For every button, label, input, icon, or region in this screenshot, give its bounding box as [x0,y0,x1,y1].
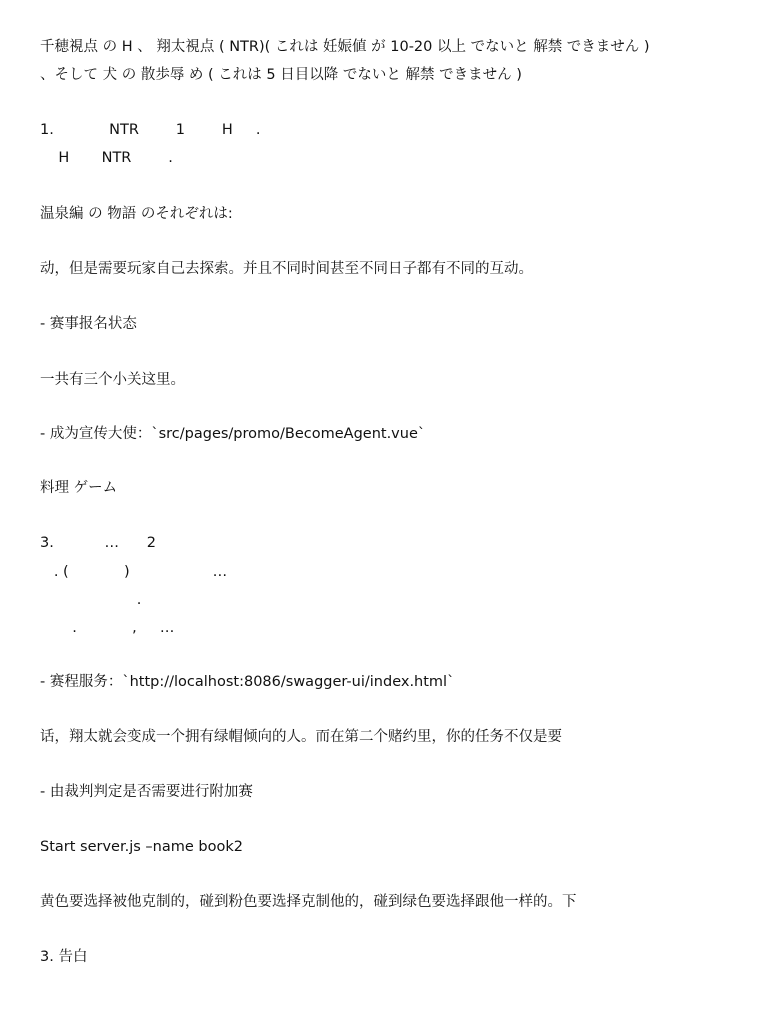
text-line: 、そして 犬 の 散歩辱 め ( これは 5 日目以降 でないと 解禁 できません ) [40,67,522,83]
text-line: - 由裁判判定是否需要进行附加赛 [40,784,253,800]
text-line: - 赛程服务：`http://localhost:8086/swagger-ui/index.html` [40,674,455,690]
text-line: 温泉編 の 物語 のそれぞれは: [40,206,233,222]
text-line: Start server.js –name book2 [40,839,243,855]
text-line: . ( ) … [40,564,228,580]
text-line: 3. … 2 [40,535,156,551]
text-line: 1. NTR 1 H . [40,122,261,138]
text-line: 千穂視点 の H 、 翔太視点 ( NTR)( これは 妊娠値 が 10-20 以上 でないと 解禁 できません ) [40,39,650,55]
text-line: . , … [40,620,175,636]
text-line: 3. 告白 [40,949,88,965]
text-line: 一共有三个小关这里。 [40,372,185,388]
text-line: 黄色要选择被他克制的，碰到粉色要选择克制他的，碰到绿色要选择跟他一样的。下 [40,894,577,910]
text-line: 话，翔太就会变成一个拥有绿帽倾向的人。而在第二个赌约里，你的任务不仅是要 [40,729,562,745]
text-line: 动，但是需要玩家自己去探索。并且不同时间甚至不同日子都有不同的互动。 [40,261,533,277]
text-line: . [40,592,142,608]
text-line: 料理 ゲーム [40,480,118,496]
text-line: H NTR . [40,150,173,166]
text-line: - 成为宣传大使：`src/pages/promo/BecomeAgent.vue` [40,426,426,442]
text-line: - 赛事报名状态 [40,316,137,332]
